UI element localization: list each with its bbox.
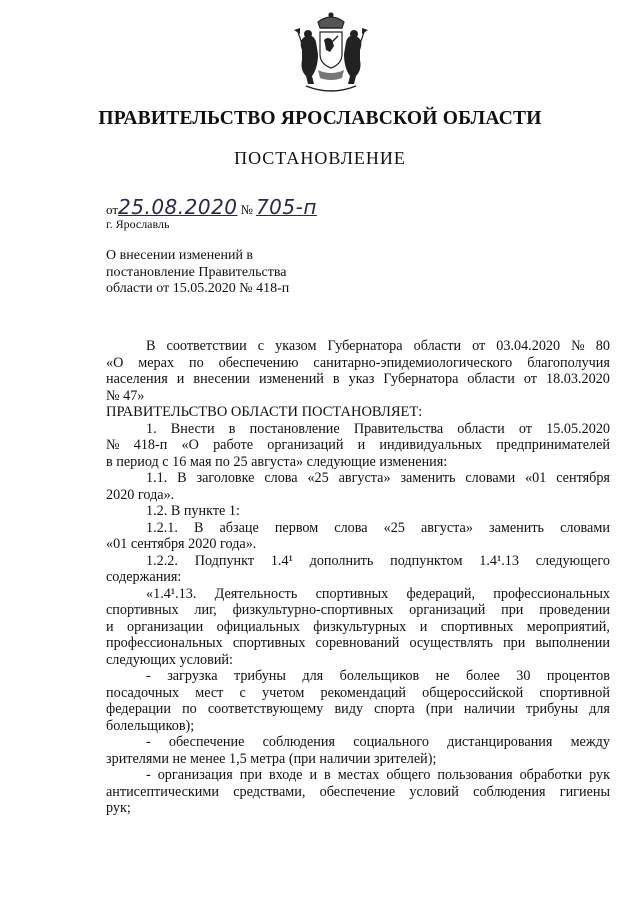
body-word: соответствующему (207, 701, 324, 717)
body-word: «О (181, 437, 199, 453)
subject-line: постановление Правительства (106, 264, 287, 280)
body-word: 18.03.2020 (546, 371, 610, 387)
body-line (106, 751, 610, 768)
body-word: организации (127, 618, 204, 635)
handwritten-number: 705-п (255, 195, 317, 219)
body-word: спортивных (440, 618, 514, 635)
body-word: социального (353, 734, 429, 750)
body-word: содержания: (106, 569, 182, 585)
body-word: организаций (267, 437, 344, 453)
body-line (106, 767, 610, 784)
body-line (106, 421, 610, 438)
body-word: трибуны (233, 668, 286, 684)
body-word: указом (275, 338, 317, 354)
body-word: В (146, 338, 156, 354)
body-line (106, 437, 610, 454)
body-word: ПРАВИТЕЛЬСТВО (106, 404, 231, 420)
body-word: № (571, 338, 585, 354)
body-word: профессиональных (106, 635, 223, 651)
body-word: проведении (539, 602, 610, 618)
date-number-line (106, 195, 317, 219)
body-word: мероприятий, (526, 618, 610, 635)
body-word: местах (337, 767, 380, 783)
body-word: гигиены (559, 783, 610, 800)
number-prefix: № (240, 202, 253, 217)
body-word: для (302, 668, 324, 684)
body-word: загрузка (167, 668, 218, 684)
body-word: следующие (306, 453, 380, 470)
body-word: виду (334, 701, 364, 717)
body-word: спортивных (106, 602, 179, 618)
subject-block (106, 248, 346, 298)
body-word: заменить (488, 519, 545, 536)
body-word: «1.4¹.13. (146, 585, 197, 602)
body-word: процентов (546, 668, 610, 684)
body-word: года». (137, 486, 175, 503)
body-word: предпринимателей (496, 437, 610, 453)
body-line (106, 586, 610, 603)
body-line (106, 536, 610, 553)
body-word: спорта (374, 701, 415, 717)
body-word: «О (106, 354, 124, 371)
body-word: внесении (193, 371, 250, 387)
body-word: обеспечение (319, 783, 396, 800)
body-word: 1.2. (146, 503, 171, 519)
body-word: изменения: (379, 453, 448, 470)
body-word: спортивных (232, 635, 306, 651)
body-word: 25 (233, 453, 252, 470)
body-word: мая (189, 453, 216, 470)
body-word: болельщиков); (106, 717, 195, 734)
body-word: наличии (463, 701, 515, 717)
body-word: пользования (437, 767, 513, 783)
body-word: общероссийской (422, 684, 524, 701)
body-word: Губернатора (327, 338, 403, 354)
body-word: рук; (106, 800, 131, 816)
body-line (106, 652, 610, 669)
body-word: области (457, 420, 505, 437)
body-word: августа» (251, 453, 307, 470)
body-word: сентября (130, 536, 189, 552)
body-word: В (193, 519, 204, 536)
body-word: для (589, 701, 610, 717)
body-word: с (162, 453, 173, 470)
body-word: абзаце (219, 519, 259, 536)
body-word: мест (195, 684, 224, 701)
body-word: по (182, 701, 197, 717)
body-word: в (228, 420, 236, 437)
body-word: первом (274, 519, 319, 536)
document-body (106, 338, 610, 817)
body-word: физкультурных (313, 618, 407, 635)
body-word: наличии (319, 750, 374, 767)
body-word: соревнований (315, 635, 400, 651)
body-word: соблюдения (262, 734, 336, 750)
body-word: 2020 (106, 486, 138, 503)
body-line (106, 520, 610, 537)
body-word: учетом (261, 684, 305, 701)
organization-title: ПРАВИТЕЛЬСТВО ЯРОСЛАВСКОЙ ОБЛАСТИ (98, 108, 542, 129)
body-word: посадочных (106, 684, 180, 701)
body-word: сентября (556, 470, 610, 486)
date-prefix: от (106, 202, 119, 217)
body-word: «25 (307, 470, 329, 486)
body-word: словами (560, 519, 610, 536)
body-line (106, 404, 610, 421)
body-word: заменить (400, 470, 456, 486)
body-word: средствами, (233, 783, 306, 800)
body-line (106, 800, 610, 817)
body-word: организаций (409, 602, 486, 618)
body-line (106, 668, 610, 685)
body-word: входе (269, 767, 303, 783)
body-line (106, 388, 610, 405)
body-word: рук (589, 767, 610, 783)
city-name: г. Ярославль (106, 217, 170, 231)
body-word: августа» (338, 470, 391, 486)
body-word: при (501, 602, 524, 618)
body-word: 47» (123, 387, 145, 404)
body-word: при (503, 635, 526, 651)
body-word: по (188, 354, 204, 371)
body-word: Деятельность (214, 585, 298, 602)
body-word: зрителей); (373, 750, 437, 767)
body-word: 1.4¹ (270, 552, 293, 569)
body-line (106, 734, 610, 751)
body-word: обеспечению (218, 354, 299, 371)
body-word: 1.2.2. (146, 552, 178, 569)
body-word: 1. (146, 420, 157, 437)
body-word: организация (157, 767, 233, 783)
body-word: менее (189, 750, 229, 767)
body-word: между (570, 734, 610, 750)
body-word: слова (334, 519, 368, 536)
body-word: от (472, 338, 486, 354)
body-word: метра (250, 750, 289, 767)
body-word: физкультурно-спортивных (232, 602, 394, 618)
body-word: осуществлять (409, 635, 493, 651)
body-line (106, 635, 610, 652)
body-line (106, 371, 610, 388)
body-word: условий: (179, 651, 233, 668)
body-word: федерации (106, 701, 171, 717)
body-word: 2020 (188, 536, 221, 552)
body-word: - (146, 668, 151, 684)
body-word: в (332, 371, 340, 387)
body-word: постановление (249, 420, 340, 437)
body-word: и (357, 437, 366, 453)
body-word: 80 (595, 338, 610, 354)
body-word: области (413, 338, 462, 354)
body-word: ОБЛАСТИ (230, 404, 302, 420)
body-word: области (467, 371, 515, 387)
body-word: зрителями (106, 750, 173, 767)
body-line (106, 470, 610, 487)
body-word: рекомендаций (320, 684, 407, 701)
subject-line: области от 15.05.2020 № 418-п (106, 281, 290, 296)
subject-line: О внесении изменений в (106, 248, 254, 263)
body-word: не (435, 668, 450, 684)
body-word: обеспечение (168, 734, 245, 750)
body-word: 1.1. (146, 470, 168, 486)
body-word: профессиональных (493, 585, 610, 602)
body-line (106, 619, 610, 636)
body-word: спортивной (539, 684, 610, 701)
body-word: работе (213, 437, 254, 453)
body-word: 1,5 (228, 750, 251, 767)
body-word: 15.05.2020 (546, 420, 610, 437)
body-line (106, 602, 610, 619)
body-word: более (466, 668, 500, 684)
body-word: не (172, 750, 190, 767)
body-word: общего (386, 767, 431, 783)
body-word: заголовке (196, 470, 255, 486)
body-word: лиг, (194, 602, 217, 618)
body-word: санитарно-эпидемиологического (313, 354, 513, 371)
body-word: 1.4¹.13 (479, 552, 519, 569)
body-word: и (419, 618, 428, 635)
body-word: изменений (258, 371, 324, 387)
body-word: мерах (138, 354, 175, 371)
document-type: ПОСТАНОВЛЕНИЕ (234, 148, 406, 168)
body-line (106, 338, 610, 355)
body-word: спортивных (315, 585, 389, 602)
body-line (106, 784, 610, 801)
body-word: соблюдения (473, 783, 546, 800)
handwritten-date: 25.08.2020 (118, 195, 238, 219)
body-word: 1: (228, 503, 240, 519)
body-word: ПОСТАНОВЛЯЕТ: (301, 404, 423, 420)
body-word: соответствии (166, 338, 247, 354)
body-word: 1.2.1. (146, 519, 178, 536)
body-word: подпунктом (390, 552, 463, 569)
body-line (106, 569, 610, 586)
body-word: следующего (535, 552, 610, 569)
coat-of-arms-emblem (288, 10, 374, 96)
body-line (106, 454, 610, 471)
body-line (106, 355, 610, 372)
body-word: по (215, 453, 234, 470)
body-word: выполнении (535, 635, 610, 651)
body-word: «25 (383, 519, 405, 536)
body-word: словами (465, 470, 516, 486)
body-word: Губернатора (383, 371, 459, 387)
body-word: от (523, 371, 537, 387)
body-word: В (170, 503, 184, 519)
body-word: трибуны (526, 701, 578, 717)
body-word: дистанцирования (447, 734, 553, 750)
body-line (106, 685, 610, 702)
body-word: при (239, 767, 263, 783)
body-line (106, 487, 610, 504)
body-word: населения (106, 371, 168, 387)
body-line (106, 718, 610, 735)
body-word: в (106, 453, 117, 470)
body-word: и (176, 371, 185, 387)
body-word: № (106, 437, 120, 453)
body-line (106, 701, 610, 718)
body-word: дополнить (309, 552, 374, 569)
body-word: антисептическими (106, 783, 219, 800)
body-word: Правительства (353, 420, 444, 437)
body-word: 16 (172, 453, 190, 470)
body-word: в (324, 767, 331, 783)
body-word: 418-п (133, 437, 168, 453)
body-word: федераций, (406, 585, 476, 602)
body-word: года». (220, 536, 257, 552)
body-line (106, 553, 610, 570)
body-word: В (177, 470, 187, 486)
body-word: с (257, 338, 265, 354)
body-line (106, 503, 610, 520)
body-word: благополучия (527, 354, 610, 371)
body-word: указ (348, 371, 375, 387)
body-word: период (116, 453, 163, 470)
body-word: 30 (516, 668, 531, 684)
body-word: «01 (525, 470, 547, 486)
body-word: «01 (106, 536, 131, 552)
body-word: № (106, 387, 124, 404)
body-word: и (309, 767, 318, 783)
body-word: официальных (216, 618, 300, 635)
body-word: августа» (420, 519, 473, 536)
body-word: (при (288, 750, 320, 767)
body-word: от (518, 420, 532, 437)
body-word: с (239, 684, 246, 701)
body-word: условий (409, 783, 459, 800)
body-word: - (146, 767, 151, 783)
body-word: и (106, 618, 114, 635)
body-word: - (146, 734, 151, 750)
body-word: болельщиков (339, 668, 420, 684)
body-word: Внести (170, 420, 215, 437)
body-word: (при (425, 701, 453, 717)
body-word: индивидуальных (379, 437, 483, 453)
body-word: обработки (519, 767, 583, 783)
body-word: Подпункт (194, 552, 255, 569)
body-word: слова (264, 470, 298, 486)
body-word: 03.04.2020 (496, 338, 561, 354)
body-word: пункте (183, 503, 229, 519)
body-word: следующих (106, 651, 180, 668)
